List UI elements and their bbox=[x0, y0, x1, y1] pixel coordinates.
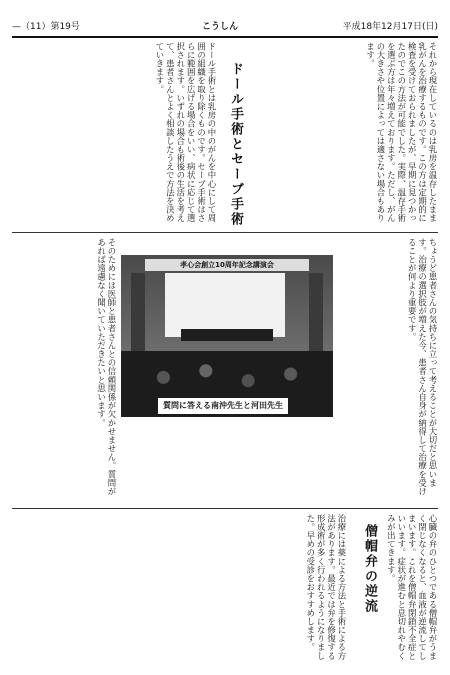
bottom-body-right bbox=[378, 514, 438, 664]
top-body-right bbox=[238, 42, 438, 227]
bottom-body-right-text: 心臓の弁のひとつである僧帽弁がうまく閉じなくなると、血液が逆流してしまいます。これを僧帽弁閉鎖不全症といいます。症状が進むと息切れやむくみが出てきます。 bbox=[386, 514, 438, 661]
stage-pillar-left bbox=[131, 273, 145, 353]
issue-number: —（11）第19号 bbox=[12, 22, 80, 32]
section-rule-1 bbox=[12, 232, 438, 233]
top-heading: ドール手術とセーブ手術 bbox=[228, 62, 243, 227]
middle-body-right bbox=[338, 238, 438, 503]
middle-body-left bbox=[12, 238, 117, 503]
bottom-body-left bbox=[12, 514, 347, 664]
photo-caption: 質問に答える南沖先生と河田先生 bbox=[158, 398, 288, 414]
top-article bbox=[12, 42, 438, 227]
middle-body-left-text: そのためには医師と患者さんとの信頼関係が欠かせません。質問があれば遠慮なく聞いていただきたいと思います。 bbox=[96, 238, 117, 496]
middle-body-right-text: ちょうど患者さんの気持ちに立って考えることが大切だと思います。治療の選択肢が増えた今、患者さん自身が納得して治療を受けることが何より重要です。 bbox=[407, 238, 438, 496]
stage-pillar-right bbox=[309, 273, 323, 353]
event-banner: 孝心会創立10周年記念講演会 bbox=[145, 259, 309, 271]
top-body-right-text: それから現在しているのは乳房を温存したまま乳がんを治療するものです。この方は定期的に検査を受けておられましたが、早期に見つかったのでこの方法が可能でした。実際、温存手術を選ぶ方は年々増えております。ただし、がんの大きさや位置によっては適さない場合もあります。 bbox=[365, 42, 438, 223]
speaker-table bbox=[181, 329, 273, 341]
section-rule-2 bbox=[12, 508, 438, 509]
lecture-photo bbox=[121, 255, 333, 417]
top-body-left-text: ドール手術とは乳房の中のがんを中心にして周囲の組織を取り除くものです。セーブ手術はさらに範囲を広げる場合をいい、病状に応じて選択されます。いずれの場合も術後の生活を考えて、患者さんとよく相談したうえで方法を決めていきます。 bbox=[154, 42, 217, 223]
header-rule bbox=[12, 36, 438, 38]
page-header bbox=[12, 20, 438, 34]
newsletter-title: こうしん bbox=[202, 22, 239, 32]
bottom-article bbox=[12, 514, 438, 664]
projection-screen bbox=[165, 273, 285, 337]
top-body-left bbox=[12, 42, 217, 227]
issue-date: 平成18年12月17日(日) bbox=[342, 22, 438, 32]
bottom-heading: 僧帽弁の逆流 bbox=[362, 524, 377, 614]
bottom-body-left-text: 治療には薬による方法と手術による方法があります。最近では弁を修復する形成術が多く行われるようになりました。早めの受診をおすすめします。 bbox=[305, 514, 347, 661]
